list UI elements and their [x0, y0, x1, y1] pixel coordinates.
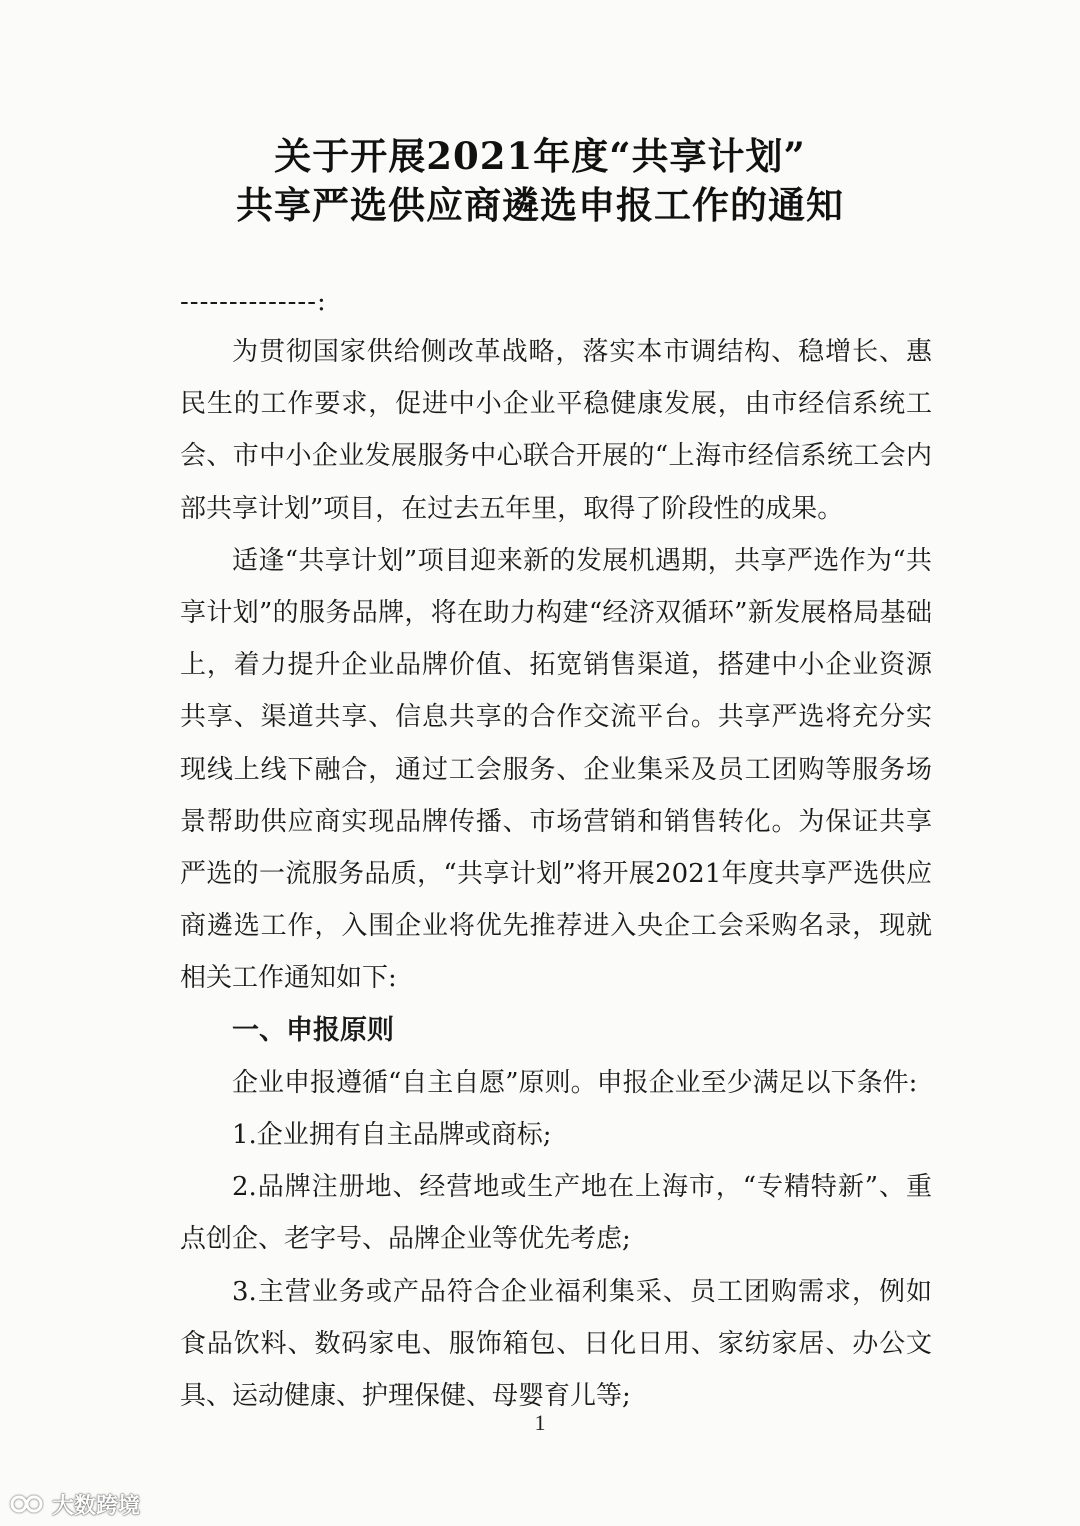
paragraph-intro: 为贯彻国家供给侧改革战略，落实本市调结构、稳增长、惠民生的工作要求，促进中小企业平稳健康发展，由市经信系统工会、市中小企业发展服务中心联合开展的“上海市经信系统工会内部共享计划”项目，在过去五年里，取得了阶段性的成果。 — [180, 337, 932, 524]
condition-item-2: 2.品牌注册地、经营地或生产地在上海市，“专精特新”、重点创企、老字号、品牌企业等优先考虑; — [180, 1172, 932, 1255]
link-logo-icon — [8, 1492, 48, 1516]
salutation: --------------: — [180, 287, 327, 317]
watermark — [8, 1488, 140, 1520]
section-intro: 企业申报遵循“自主自愿”原则。申报企业至少满足以下条件: — [232, 1067, 918, 1098]
document-body — [180, 326, 932, 1422]
paragraph-opportunity: 适逢“共享计划”项目迎来新的发展机遇期，共享严选作为“共享计划”的服务品牌，将在助力构建“经济双循环”新发展格局基础上，着力提升企业品牌价值、拓宽销售渠道，搭建中小企业资源共享、渠道共享、信息共享的合作交流平台。共享严选将充分实现线上线下融合，通过工会服务、企业集采及员工团购等服务场景帮助供应商实现品牌传播、市场营销和销售转化。为保证共享严选的一流服务品质，“共享计划”将开展2021年度共享严选供应商遴选工作，入围企业将优先推荐进入央企工会采购名录，现就相关工作通知如下: — [180, 545, 932, 994]
watermark-text: 大数跨境 — [52, 1493, 141, 1519]
section-heading-principles: 一、申报原则 — [232, 1014, 394, 1046]
page-number: 1 — [534, 1410, 546, 1435]
condition-item-1: 1.企业拥有自主品牌或商标; — [232, 1120, 552, 1151]
document-title-line-2: 共享严选供应商遴选申报工作的通知 — [236, 183, 844, 227]
condition-item-3: 3.主营业务或产品符合企业福利集采、员工团购需求，例如食品饮料、数码家电、服饰箱包、日化日用、家纺家居、办公文具、运动健康、护理保健、母婴育儿等; — [180, 1276, 932, 1412]
document-title-line-1: 关于开展2021年度“共享计划” — [274, 134, 806, 178]
